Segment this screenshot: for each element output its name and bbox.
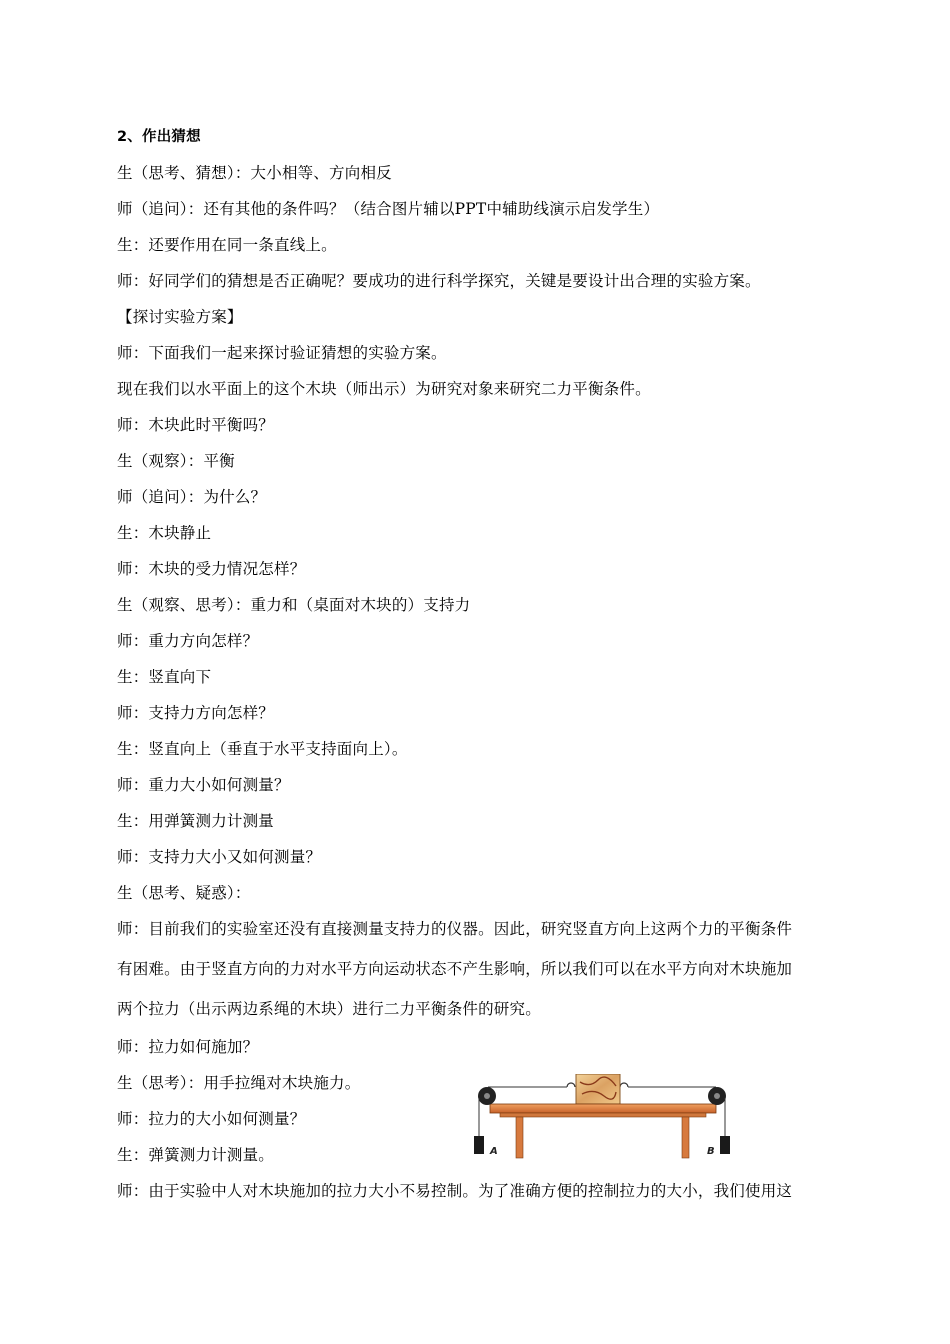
text-line: 师：支持力方向怎样？ xyxy=(117,704,275,722)
wooden-block xyxy=(576,1074,620,1104)
weight-right xyxy=(720,1136,730,1154)
text-line: 师：支持力大小又如何测量？ xyxy=(117,848,322,866)
text-line: 生：弹簧测力计测量。 xyxy=(117,1146,275,1164)
label-a: A xyxy=(490,1146,498,1157)
text-line: 生（观察、思考）：重力和（桌面对木块的）支持力 xyxy=(117,596,471,614)
text-line: 师：拉力如何施加？ xyxy=(117,1038,259,1056)
text-line: 师：拉力的大小如何测量？ xyxy=(117,1110,306,1128)
text-line: 生：竖直向上（垂直于水平支持面向上）。 xyxy=(117,740,408,758)
text-line: 生：用弹簧测力计测量 xyxy=(117,812,275,830)
text-line: 生（思考、猜想）：大小相等、方向相反 xyxy=(117,164,392,182)
text-line: 生：还要作用在同一条直线上。 xyxy=(117,236,337,254)
text-line: 生：竖直向下 xyxy=(117,668,212,686)
text-line: 师：重力大小如何测量？ xyxy=(117,776,290,794)
hook-left-icon xyxy=(567,1083,575,1087)
section-heading: 2、作出猜想 xyxy=(117,129,201,145)
text-line: 师：由于实验中人对木块施加的拉力大小不易控制。为了准确方便的控制拉力的大小，我们使用这 xyxy=(117,1182,793,1200)
text-line: 有困难。由于竖直方向的力对水平方向运动状态不产生影响，所以我们可以在水平方向对木块施加 xyxy=(117,960,793,978)
text-line: 师：重力方向怎样？ xyxy=(117,632,259,650)
table-leg-left xyxy=(516,1117,523,1158)
text-line: 师（追问）：还有其他的条件吗？（结合图片辅以PPT中辅助线演示启发学生） xyxy=(117,200,660,218)
experiment-figure xyxy=(470,1074,740,1160)
text-line: 生（观察）：平衡 xyxy=(117,452,235,470)
text-line: 生（思考、疑惑）： xyxy=(117,884,251,902)
hook-right-icon xyxy=(620,1083,628,1087)
text-line: 师：好同学们的猜想是否正确呢？要成功的进行科学探究，关键是要设计出合理的实验方案。 xyxy=(117,272,761,290)
text-line: 生：木块静止 xyxy=(117,524,212,542)
table-leg-right xyxy=(682,1117,689,1158)
text-line: 师：下面我们一起来探讨验证猜想的实验方案。 xyxy=(117,344,447,362)
text-line: 两个拉力（出示两边系绳的木块）进行二力平衡条件的研究。 xyxy=(117,1000,541,1018)
table-top xyxy=(490,1104,716,1113)
subsection-heading: 【探讨实验方案】 xyxy=(117,308,243,326)
text-line: 师：木块的受力情况怎样？ xyxy=(117,560,306,578)
label-b: B xyxy=(707,1146,715,1157)
text-line: 现在我们以水平面上的这个木块（师出示）为研究对象来研究二力平衡条件。 xyxy=(117,380,651,398)
text-line: 生（思考）：用手拉绳对木块施力。 xyxy=(117,1074,361,1092)
text-line: 师：目前我们的实验室还没有直接测量支持力的仪器。因此，研究竖直方向上这两个力的平衡条件 xyxy=(117,920,793,938)
text-line: 师：木块此时平衡吗？ xyxy=(117,416,275,434)
weight-left xyxy=(474,1136,484,1154)
text-line: 师（追问）：为什么？ xyxy=(117,488,267,506)
